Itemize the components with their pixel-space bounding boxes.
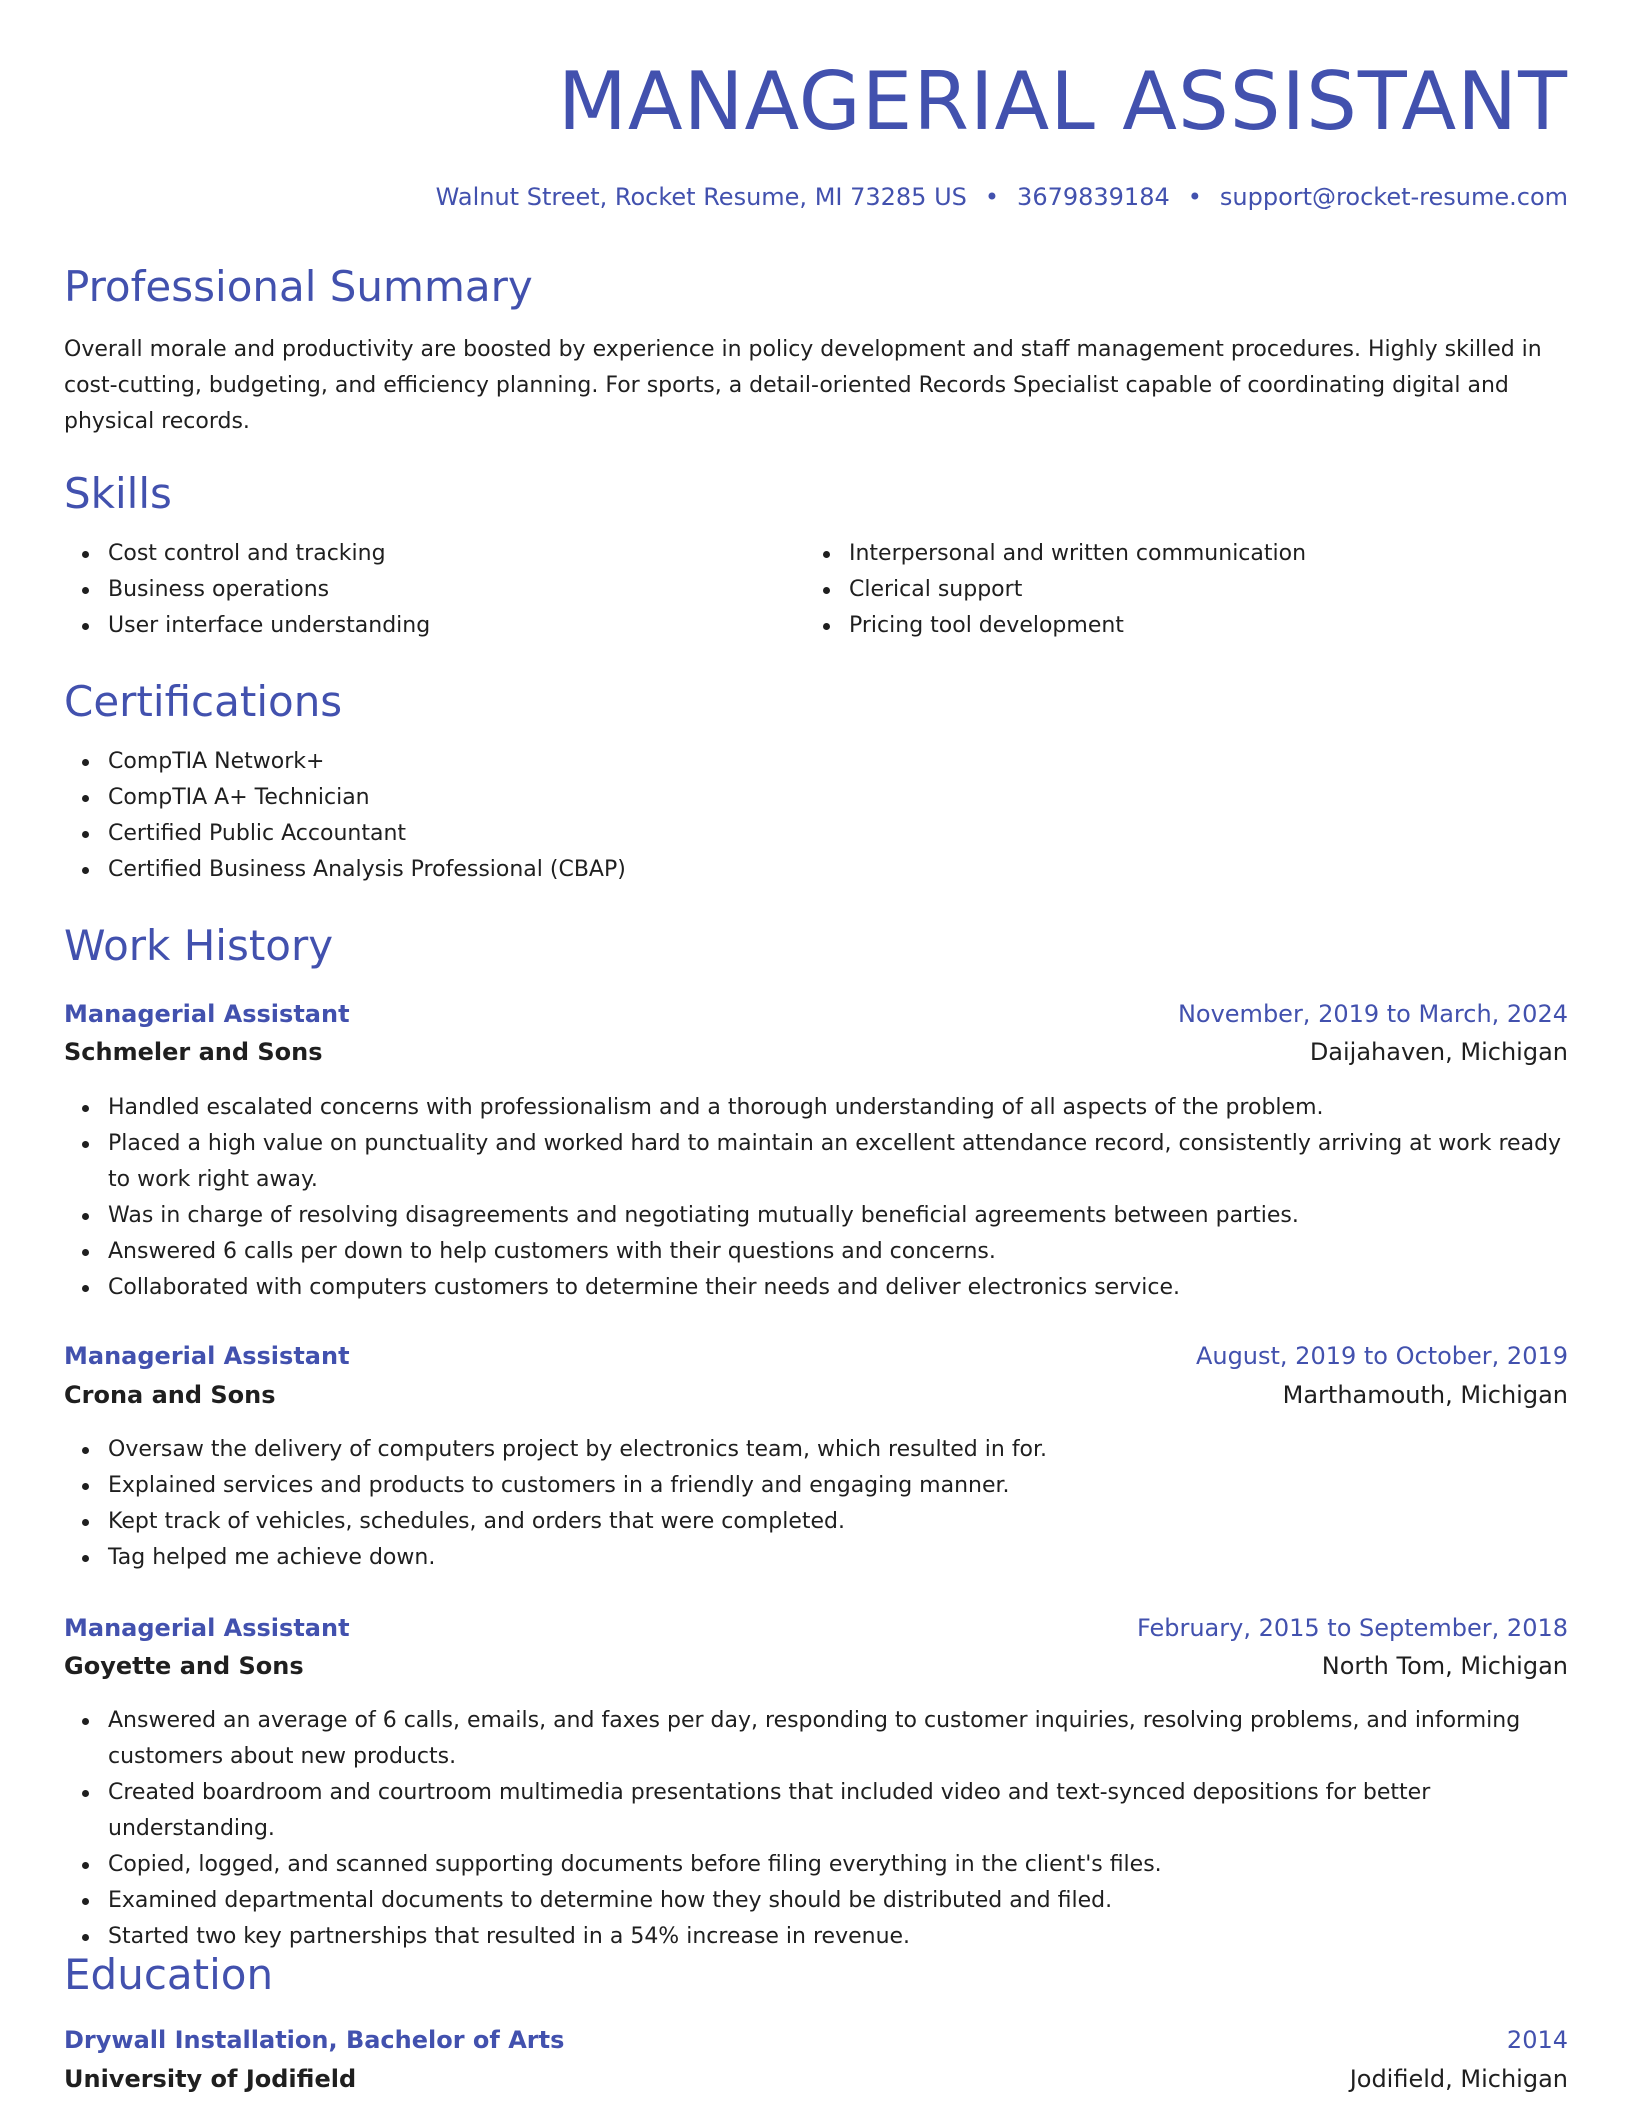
job-company-row — [64, 1648, 1568, 1684]
section-title-summary: Professional Summary — [64, 262, 533, 311]
job-location: North Tom, Michigan — [1321, 1652, 1568, 1680]
resume-page — [64, 0, 1568, 2112]
job-company: Goyette and Sons — [64, 1652, 304, 1680]
list-item: Certified Business Analysis Professional (CBAP) — [108, 852, 1568, 888]
job-company-row — [64, 1034, 1568, 1070]
job-location: Daijahaven, Michigan — [1309, 1038, 1568, 1066]
summary-text: Overall morale and productivity are boosted by experience in policy development and staff management procedures. Highly skilled in cost-cutting, budgeting, and efficiency planning. For sports, a detail-oriented Records Specialist capable of coordinating digital and physical records. — [64, 337, 1542, 434]
list-item: Kept track of vehicles, schedules, and orders that were completed. — [108, 1504, 1568, 1540]
section-title-education: Education — [64, 1950, 274, 1999]
job-header — [64, 996, 1568, 1032]
job-dates: February, 2015 to September, 2018 — [1136, 1614, 1568, 1642]
contact-phone: 3679839184 — [1017, 183, 1170, 211]
list-item: Interpersonal and written communication — [849, 536, 1609, 572]
contact-separator: • — [1187, 183, 1202, 211]
contact-email[interactable]: support@rocket-resume.com — [1219, 183, 1568, 211]
list-item: Pricing tool development — [849, 608, 1609, 644]
job-location: Marthamouth, Michigan — [1282, 1381, 1568, 1409]
skills-list-left — [64, 536, 748, 644]
job-company: Crona and Sons — [64, 1381, 276, 1409]
job-title: Managerial Assistant — [64, 1000, 350, 1028]
education-degree: Drywall Installation, Bachelor of Arts — [64, 2026, 565, 2054]
job-header — [64, 1338, 1568, 1374]
list-item: Oversaw the delivery of computers project by electronics team, which resulted in for. — [108, 1432, 1568, 1468]
list-item: Business operations — [108, 572, 748, 608]
education-year: 2014 — [1506, 2026, 1568, 2054]
job-title: Managerial Assistant — [64, 1614, 350, 1642]
list-item: Certified Public Accountant — [108, 816, 1568, 852]
list-item: Answered an average of 6 calls, emails, and faxes per day, responding to customer inquiries, resolving problems, and informing customers about new products. — [108, 1703, 1568, 1775]
list-item: Placed a high value on punctuality and worked hard to maintain an excellent attendance record, consistently arriving at work ready to work right away. — [108, 1126, 1568, 1198]
section-title-skills: Skills — [64, 469, 172, 518]
section-title-certifications: Certifications — [64, 677, 343, 726]
skills-list-right — [805, 536, 1609, 644]
section-title-work-history: Work History — [64, 921, 334, 970]
list-item: Handled escalated concerns with professionalism and a thorough understanding of all aspects of the problem. — [108, 1090, 1568, 1126]
list-item: Cost control and tracking — [108, 536, 748, 572]
list-item: Started two key partnerships that resulted in a 54% increase in revenue. — [108, 1919, 1568, 1955]
list-item: Created boardroom and courtroom multimedia presentations that included video and text-synced depositions for better understanding. — [108, 1775, 1568, 1847]
contact-separator: • — [984, 183, 1000, 211]
job-bullets — [64, 1703, 1568, 1955]
resume-name: MANAGERIAL ASSISTANT — [557, 55, 1568, 148]
list-item: CompTIA Network+ — [108, 744, 1568, 780]
job-bullets — [64, 1090, 1568, 1306]
list-item: Was in charge of resolving disagreements and negotiating mutually beneficial agreements between parties. — [108, 1198, 1568, 1234]
job-bullets — [64, 1432, 1568, 1576]
education-header — [64, 2022, 1568, 2058]
contact-address: Walnut Street, Rocket Resume, MI 73285 US — [435, 183, 967, 211]
job-dates: November, 2019 to March, 2024 — [1177, 1000, 1568, 1028]
list-item: Collaborated with computers customers to determine their needs and deliver electronics service. — [108, 1270, 1568, 1306]
contact-line — [436, 180, 1568, 214]
job-company: Schmeler and Sons — [64, 1038, 323, 1066]
job-header — [64, 1610, 1568, 1646]
list-item: Answered 6 calls per down to help customers with their questions and concerns. — [108, 1234, 1568, 1270]
job-title: Managerial Assistant — [64, 1342, 350, 1370]
education-school: University of Jodifield — [64, 2065, 357, 2093]
list-item: Copied, logged, and scanned supporting documents before filing everything in the client's files. — [108, 1847, 1568, 1883]
list-item: Examined departmental documents to determine how they should be distributed and filed. — [108, 1883, 1568, 1919]
list-item: CompTIA A+ Technician — [108, 780, 1568, 816]
job-dates: August, 2019 to October, 2019 — [1195, 1342, 1568, 1370]
list-item: User interface understanding — [108, 608, 748, 644]
certifications-list — [64, 744, 1568, 888]
job-company-row — [64, 1377, 1568, 1413]
list-item: Clerical support — [849, 572, 1609, 608]
education-location: Jodifield, Michigan — [1349, 2065, 1568, 2093]
education-school-row — [64, 2061, 1568, 2097]
list-item: Tag helped me achieve down. — [108, 1540, 1568, 1576]
list-item: Explained services and products to customers in a friendly and engaging manner. — [108, 1468, 1568, 1504]
